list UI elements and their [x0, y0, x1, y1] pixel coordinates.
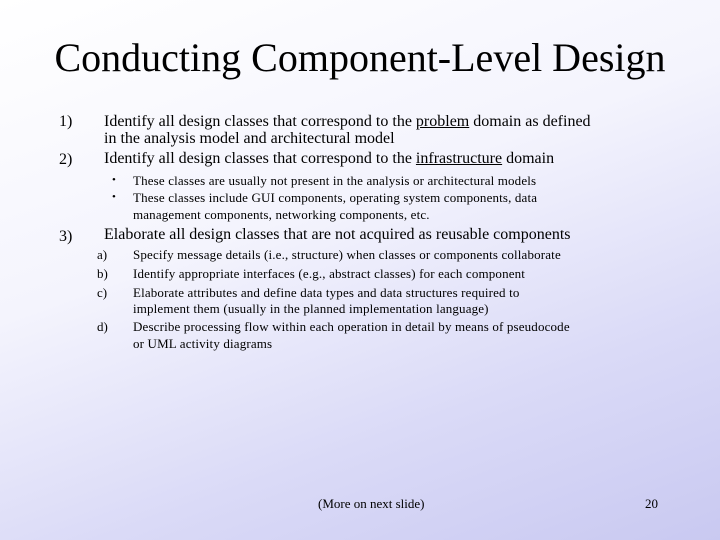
item-2-text-after: domain	[502, 150, 555, 167]
item-2-text-before: Identify all design classes that correspond to the	[104, 150, 416, 167]
subitem-b-text: Identify appropriate interfaces (e.g., abstract classes) for each component	[133, 266, 526, 281]
subitem-a-letter: a)	[97, 247, 108, 262]
item-3-text: Elaborate all design classes that are not acquired as reusable components	[104, 226, 571, 243]
item-2-text	[104, 150, 554, 167]
footer-note: (More on next slide)	[318, 496, 425, 511]
subitem-b-letter: b)	[97, 266, 108, 281]
bullet-2-text-line2: management components, networking components, etc.	[133, 207, 430, 222]
item-1-number: 1)	[59, 113, 73, 130]
subitem-a-text: Specify message details (i.e., structure) when classes or components collaborate	[133, 247, 561, 262]
subitem-d-text-line2: or UML activity diagrams	[133, 336, 273, 351]
item-1-text-line1: Identify all design classes that correspond to the problem domain as defined	[104, 113, 591, 130]
bullet-2-marker: •	[112, 191, 116, 203]
item-2-number: 2)	[59, 151, 73, 168]
slide-title: Conducting Component-Level Design	[54, 35, 666, 80]
subitem-c-letter: c)	[97, 285, 108, 300]
item-3-number: 3)	[59, 228, 73, 245]
subitem-c-text-line2: implement them (usually in the planned implementation language)	[133, 301, 489, 316]
item-1-problem-word: problem	[415, 113, 470, 130]
page-number: 20	[645, 496, 658, 511]
item-2-underlined: infrastructure	[415, 150, 503, 167]
subitem-c-text-line1: Elaborate attributes and define data types and data structures required to	[133, 285, 520, 300]
subitem-d-letter: d)	[97, 319, 108, 334]
bullet-1-marker: •	[112, 174, 116, 186]
bullet-1-text: These classes are usually not present in the analysis or architectural models	[133, 173, 537, 188]
bullet-2-text-line1: These classes include GUI components, operating system components, data	[133, 190, 538, 205]
subitem-d-text-line1: Describe processing flow within each operation in detail by means of pseudocode	[133, 319, 570, 334]
item-1-text-line2: in the analysis model and architectural model	[104, 130, 395, 147]
